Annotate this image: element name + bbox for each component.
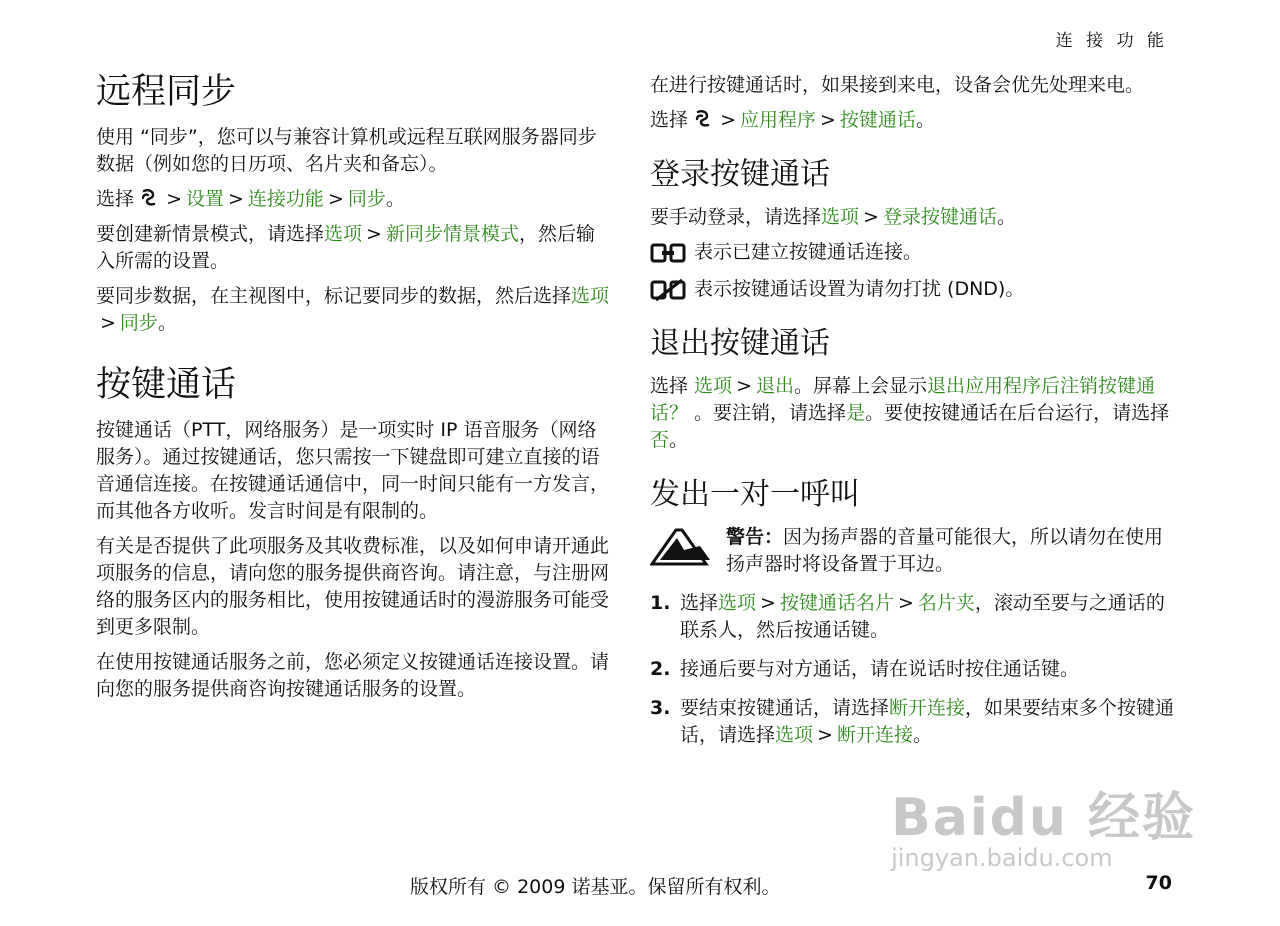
heading-ptt: 按键通话 (96, 365, 237, 405)
ptt-exit-text: 选择 选项 > 退出。屏幕上会显示退出应用程序后注销按键通话？ 。要注销，请选择是。要使按键通话在后台运行，请选择否。 (650, 375, 1170, 451)
ptt-dnd-icon (650, 278, 686, 302)
sync-select-path: 选择 > 设置 > 连接功能 > 同步。 (96, 188, 405, 210)
menu-sync: 同步 (347, 188, 386, 210)
menu-key-icon (694, 109, 712, 129)
ptt-availability: 有关是否提供了此项服务及其收费标准，以及如何申请开通此项服务的信息，请向您的服务提供商咨询。请注意，与注册网络的服务区内的服务相比，使用按键通话时的漫游服务可能受到更多限制。 (96, 535, 610, 638)
right-column (650, 72, 1178, 761)
status-dnd-row: 表示按键通话设置为请勿打扰 (DND)。 (650, 276, 1178, 303)
copyright-footer: 版权所有 © 2009 诺基亚。保留所有权利。 (410, 876, 781, 898)
baidu-watermark: Baidu 经验 jingyan.baidu.com (891, 788, 1196, 872)
menu-connectivity: 连接功能 (247, 188, 324, 210)
heading-remote-sync: 远程同步 (96, 72, 237, 112)
ptt-settings-note: 在使用按键通话服务之前，您必须定义按键通话连接设置。请向您的服务提供商咨询按键通话服务的设置。 (96, 651, 610, 700)
list-item: 2. 接通后要与对方通话，请在说话时按住通话键。 (650, 658, 1080, 680)
call-steps-list (650, 590, 1178, 749)
ptt-connected-icon (650, 241, 686, 265)
running-header: 连 接 功 能 (1055, 31, 1168, 51)
warning-box: 警告：因为扬声器的音量可能很大，所以请勿在使用扬声器时将设备置于耳边。 (650, 524, 1178, 578)
ptt-incoming-call: 在进行按键通话时，如果接到来电，设备会优先处理来电。 (650, 74, 1145, 96)
ptt-intro: 按键通话（PTT，网络服务）是一项实时 IP 语音服务（网络服务）。通过按键通话，您只需按一下键盘即可建立直接的语音通信连接。在按键通话通信中，同一时间只能有一方发言，而其他各方收听。发言时间是有限制的。 (96, 419, 610, 522)
sync-intro: 使用 “同步”，您可以与兼容计算机或远程互联网服务器同步数据（例如您的日历项、名片夹和备忘）。 (96, 126, 597, 175)
page-number: 70 (1145, 872, 1172, 894)
left-column (96, 70, 612, 711)
list-item: 3. 要结束按键通话，请选择断开连接，如果要结束多个按键通话，请选择选项 > 断开连接。 (650, 697, 1175, 746)
status-connected-row: 表示已建立按键通话连接。 (650, 239, 1178, 266)
heading-ptt-exit: 退出按键通话 (650, 326, 830, 361)
ptt-login-text: 要手动登录，请选择选项 > 登录按键通话。 (650, 206, 1016, 228)
sync-data: 要同步数据，在主视图中，标记要同步的数据，然后选择选项> 同步。 (96, 285, 610, 334)
list-item: 1. 选择选项 > 按键通话名片 > 名片夹，滚动至要与之通话的联系人，然后按通话键。 (650, 592, 1165, 641)
menu-key-icon (140, 188, 158, 208)
warning-icon (650, 526, 716, 566)
menu-settings: 设置 (185, 188, 224, 210)
ptt-select-path: 选择 > 应用程序 > 按键通话。 (650, 109, 935, 131)
heading-one-to-one-call: 发出一对一呼叫 (650, 477, 860, 512)
heading-ptt-login: 登录按键通话 (650, 157, 830, 192)
sync-create-profile: 要创建新情景模式，请选择选项 > 新同步情景模式，然后输入所需的设置。 (96, 223, 595, 272)
